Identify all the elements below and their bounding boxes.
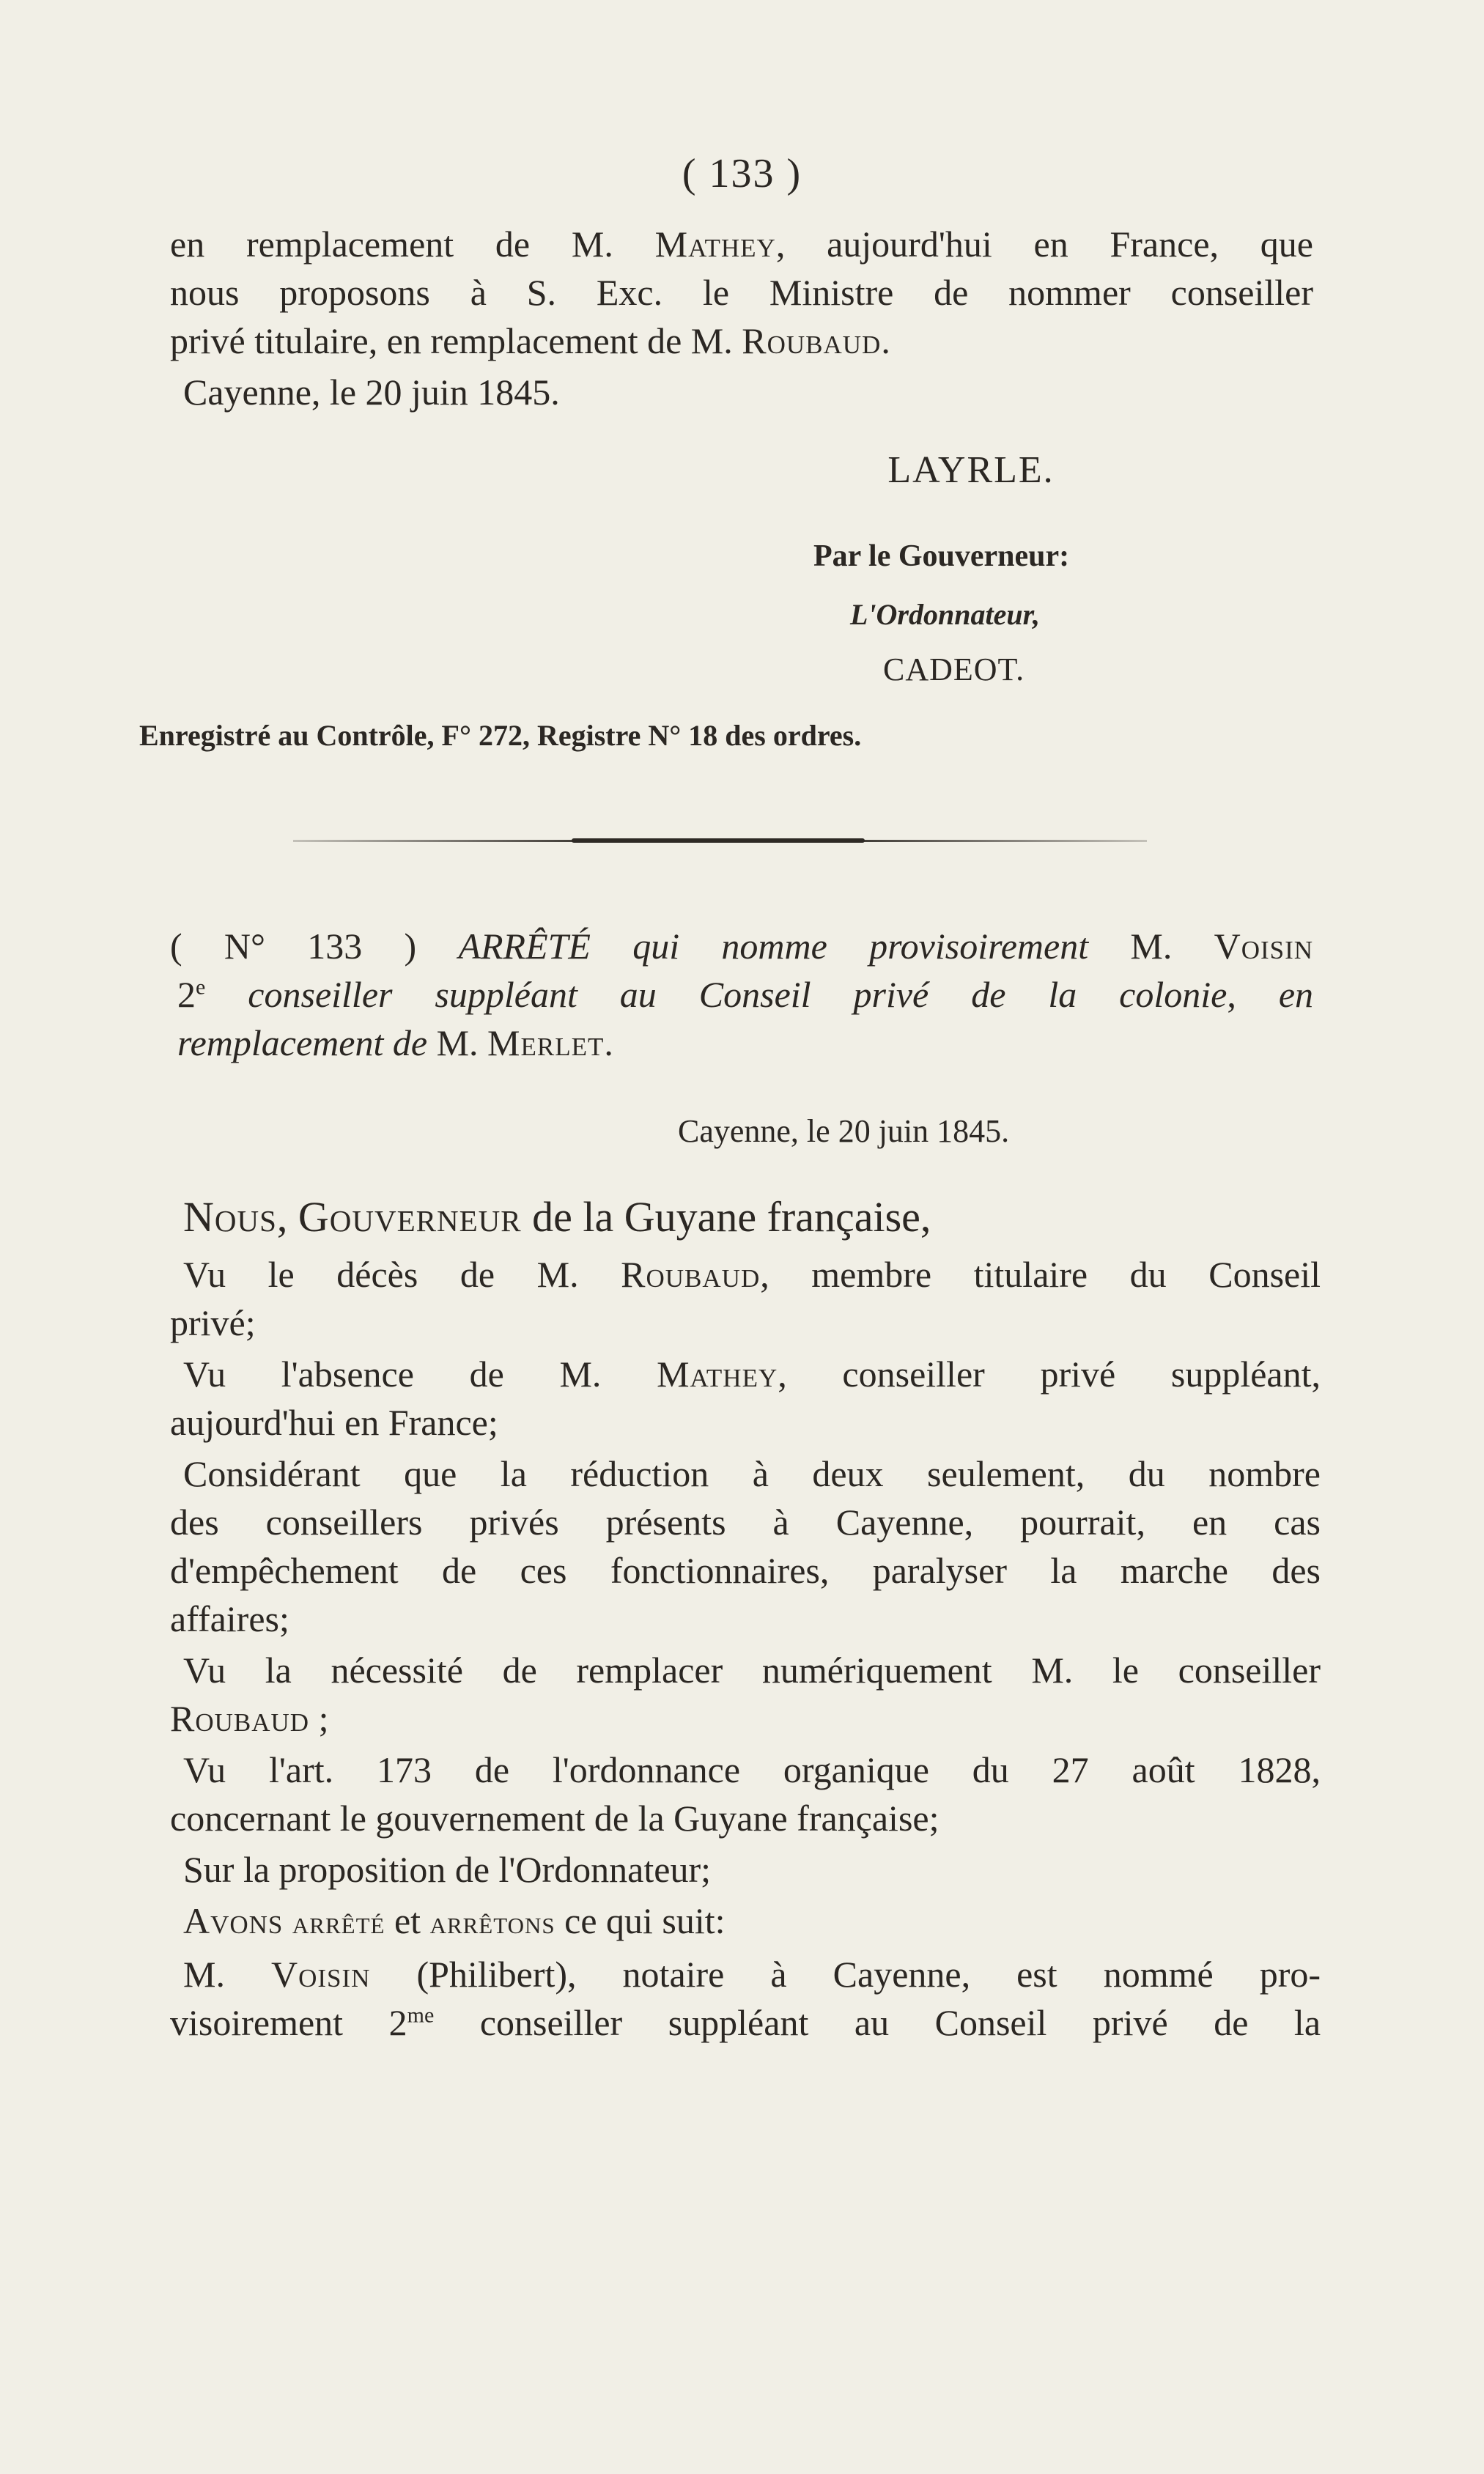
place-date: Cayenne, le 20 juin 1845. [183,372,560,413]
arrete-date: Cayenne, le 20 juin 1845. [678,1113,1010,1149]
person-name: Mathey [654,224,776,265]
text-line: en remplacement de M. Mathey, aujourd'hui en France, que [170,224,1313,265]
arrete-body [170,1187,1321,2047]
person-name: Voisin [271,1954,371,1995]
avons-arrete: Avons arrêté et arrêtons ce qui suit: [183,1900,726,1941]
person-name: Voisin [1214,926,1314,967]
signature-ordonnateur: CADEOT. [883,651,1025,687]
considerant: Considérant que la réduction à deux seulement, du nombre des conseillers privés présents à Cayenne, pourrait, en cas d'empêchement de ces fonctionnaires, paralyser la marche des affaires; [170,1453,1321,1639]
heading-line: remplacement de M. Merlet. [177,1022,613,1063]
person-name: Roubaud [742,320,882,361]
text-line: privé titulaire, en remplacement de M. Roubaud. [170,320,890,361]
person-name: Roubaud [621,1254,761,1295]
person-name: Merlet [487,1022,605,1063]
vu-absence: Vu l'absence de M. Mathey, conseiller privé suppléant, aujourd'hui en France; [170,1354,1321,1443]
section-divider-center [572,838,865,843]
text-line: nous proposons à S. Exc. le Ministre de nommer conseiller [170,272,1313,313]
page-number: ( 133 ) [682,151,802,196]
person-name: Mathey [657,1354,778,1395]
vu-deces: Vu le décès de M. Roubaud, membre titulaire du Conseil privé; [170,1254,1321,1343]
nomination: M. Voisin (Philibert), notaire à Cayenne, est nommé pro- visoirement $2^{me}$ conseiller suppléant au Conseil privé de la [170,1954,1321,2043]
heading-line: 2e conseiller suppléant au Conseil privé de la colonie, en [177,974,1314,1015]
previous-act-end [170,220,1313,416]
person-name: Roubaud [170,1698,310,1739]
act-number: ( N° 133 ) [170,926,417,967]
par-le-gouverneur: Par le Gouverneur: [813,539,1070,573]
heading-line: ( N° 133 ) ARRÊTÉ qui nomme provisoirement M. Voisin [170,926,1314,967]
signature-governor: LAYRLE. [887,449,1055,491]
registration-note: Enregistré au Contrôle, F° 272, Registre N° 18 des ordres. [139,719,862,752]
ordonnateur-title: L'Ordonnateur, [850,598,1040,631]
vu-article: Vu l'art. 173 de l'ordonnance organique du 27 août 1828, concernant le gouvernement de la Guyane française; [170,1749,1321,1839]
arrete-heading [170,922,1313,1067]
sur-la-proposition: Sur la proposition de l'Ordonnateur; [183,1849,711,1890]
vu-necessite: Vu la nécessité de remplacer numériquement M. le conseiller Roubaud ; [170,1650,1321,1739]
opening-line: Nous, Gouverneur de la Guyane française, [183,1193,931,1241]
